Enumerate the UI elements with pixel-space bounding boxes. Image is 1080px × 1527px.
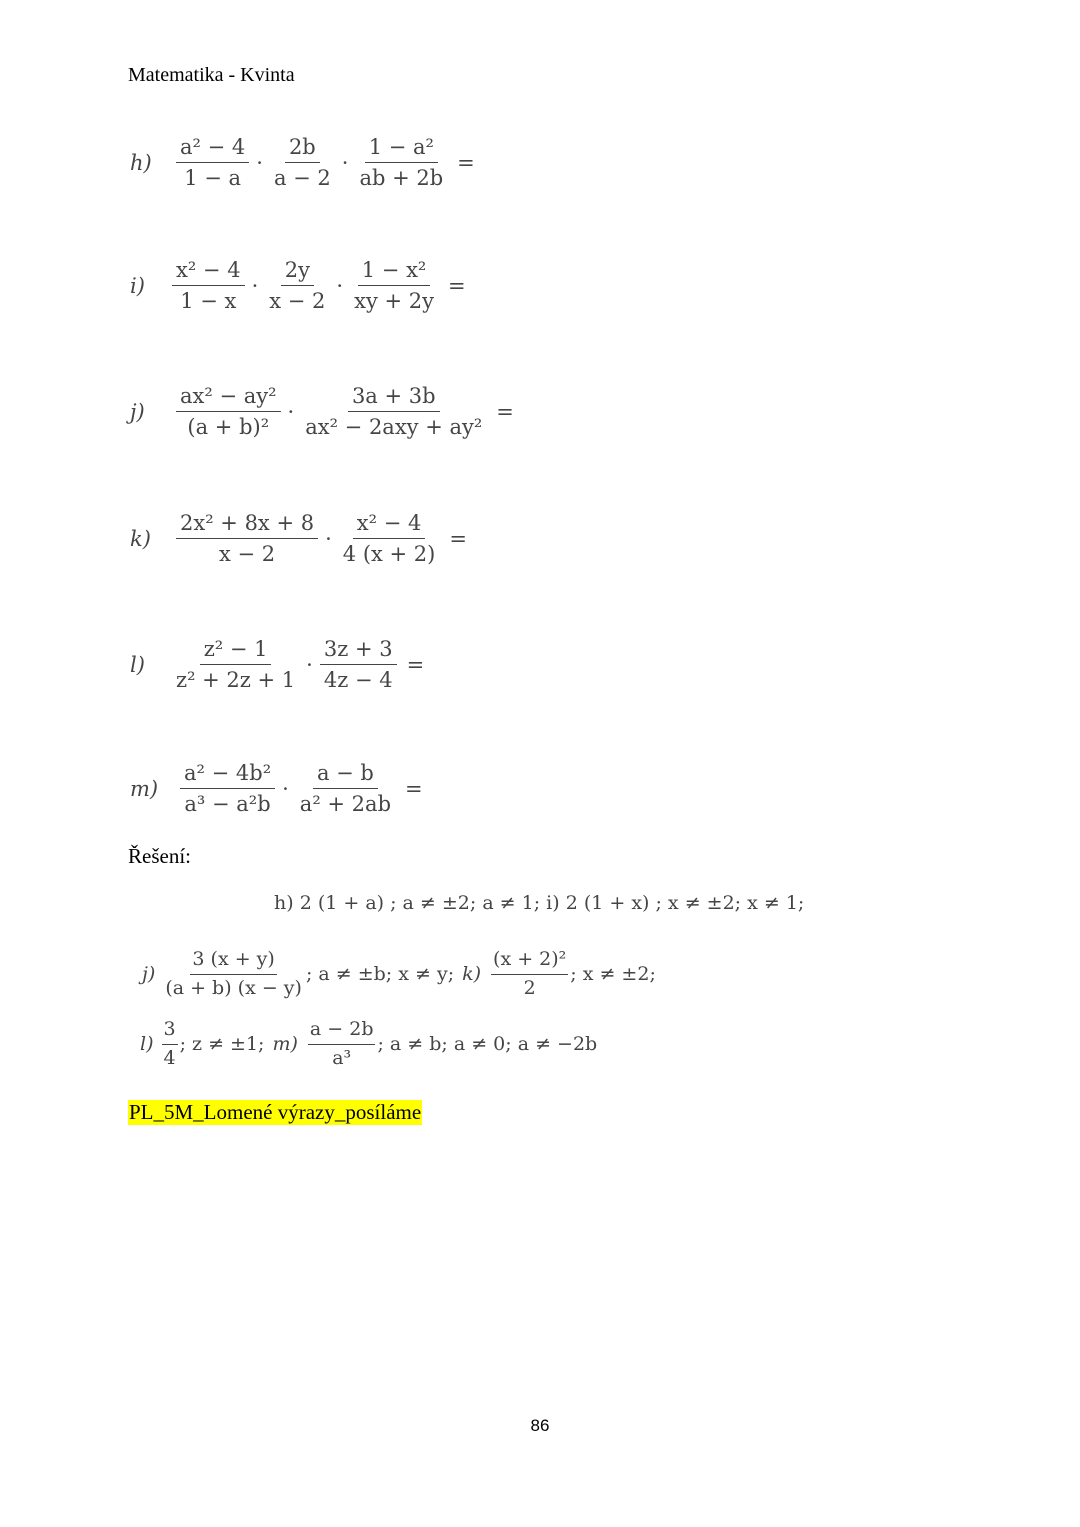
fraction: [296, 762, 395, 815]
multiply-sign: ·: [256, 150, 263, 175]
denominator: 4 (x + 2): [342, 542, 436, 567]
solution-label: k): [462, 963, 482, 986]
highlighted-link-text: PL_5M_Lomené výrazy_posíláme: [129, 1100, 422, 1124]
denominator: a³: [332, 1046, 352, 1069]
document-header: Matematika - Kvinta: [128, 64, 295, 86]
fraction: [491, 950, 568, 999]
numerator: 1 − a²: [365, 136, 438, 163]
denominator: x − 2: [218, 542, 276, 567]
exercise-label: h): [130, 150, 152, 175]
solution-line-j-k: [142, 950, 656, 999]
solution-condition: ; x ≠ ±2;: [570, 963, 656, 986]
numerator: a − b: [313, 762, 378, 789]
multiply-sign: ·: [306, 652, 313, 677]
denominator: a³ − a²b: [184, 792, 271, 817]
page-number: 86: [530, 1416, 550, 1435]
numerator: x² − 4: [172, 259, 245, 286]
equals-sign: =: [405, 776, 423, 801]
multiply-sign: ·: [251, 273, 259, 298]
multiply-sign: ·: [325, 526, 332, 551]
solution-label: j): [142, 963, 156, 986]
solution-line-l-m: [140, 1020, 597, 1069]
exercise-l: [130, 638, 424, 691]
solution-condition: ; a ≠ b; a ≠ 0; a ≠ −2b: [377, 1033, 598, 1056]
solution-condition: ; a ≠ ±b; x ≠ y;: [305, 963, 455, 986]
numerator: 1 − x²: [358, 259, 431, 286]
denominator: 1 − a: [184, 166, 242, 191]
equals-sign: =: [457, 150, 475, 175]
numerator: 2b: [285, 136, 320, 163]
fraction: [355, 136, 447, 189]
exercise-label: m): [130, 776, 159, 801]
numerator: 3 (x + y): [190, 950, 276, 975]
numerator: 2y: [281, 259, 314, 286]
denominator: a² + 2ab: [299, 792, 392, 817]
denominator: z² + 2z + 1: [176, 668, 296, 693]
denominator: (a + b)²: [187, 415, 270, 440]
multiply-sign: ·: [341, 150, 349, 175]
numerator: 3z + 3: [320, 638, 397, 665]
denominator: ax² − 2axy + ay²: [305, 415, 483, 440]
fraction: [301, 385, 486, 438]
fraction: [339, 512, 440, 565]
exercise-m: [130, 762, 423, 815]
numerator: z² − 1: [200, 638, 272, 665]
denominator: 1 − x: [180, 289, 237, 314]
equals-sign: =: [406, 652, 425, 677]
solutions-heading: Řešení:: [128, 844, 191, 868]
exercise-label: k): [130, 526, 151, 551]
exercise-j: [130, 385, 514, 438]
numerator: a − 2b: [308, 1020, 376, 1045]
exercise-label: i): [130, 273, 145, 298]
equals-sign: =: [496, 399, 514, 424]
numerator: (x + 2)²: [491, 950, 568, 975]
fraction: [172, 259, 245, 312]
denominator: ab + 2b: [359, 166, 444, 191]
denominator: (a + b) (x − y): [165, 976, 302, 999]
fraction: [180, 762, 275, 815]
fraction: [320, 638, 397, 691]
denominator: x − 2: [269, 289, 326, 314]
solution-label: l): [140, 1033, 154, 1056]
multiply-sign: ·: [282, 776, 289, 801]
fraction: [350, 259, 438, 312]
multiply-sign: ·: [287, 399, 295, 424]
solution-line-h-i: h) 2 (1 + a) ; a ≠ ±2; a ≠ 1; i) 2 (1 + x) ; x ≠ ±2; x ≠ 1;: [274, 892, 805, 914]
numerator: ax² − ay²: [176, 385, 281, 412]
fraction: [176, 512, 318, 565]
numerator: 2x² + 8x + 8: [176, 512, 318, 539]
fraction: [162, 1020, 178, 1069]
exercise-h: [130, 136, 475, 189]
numerator: 3: [162, 1020, 178, 1045]
fraction: [176, 385, 281, 438]
solution-condition: ; z ≠ ±1;: [179, 1033, 265, 1056]
numerator: a² − 4b²: [180, 762, 275, 789]
fraction: [176, 136, 249, 189]
denominator: xy + 2y: [354, 289, 434, 314]
solution-label: m): [272, 1033, 298, 1056]
denominator: 4: [163, 1046, 176, 1069]
exercise-k: [130, 512, 467, 565]
fraction: [172, 638, 299, 691]
exercise-label: j): [130, 399, 145, 424]
numerator: x² − 4: [353, 512, 426, 539]
denominator: a − 2: [273, 166, 331, 191]
numerator: 3a + 3b: [348, 385, 440, 412]
equals-sign: =: [449, 526, 467, 551]
fraction: [163, 950, 304, 999]
fraction: [270, 136, 335, 189]
denominator: 2: [523, 976, 536, 999]
equals-sign: =: [448, 273, 466, 298]
multiply-sign: ·: [336, 273, 344, 298]
exercise-i: [130, 259, 466, 312]
numerator: a² − 4: [176, 136, 249, 163]
fraction: [308, 1020, 376, 1069]
denominator: 4z − 4: [323, 668, 393, 693]
fraction: [265, 259, 329, 312]
exercise-label: l): [130, 652, 145, 677]
